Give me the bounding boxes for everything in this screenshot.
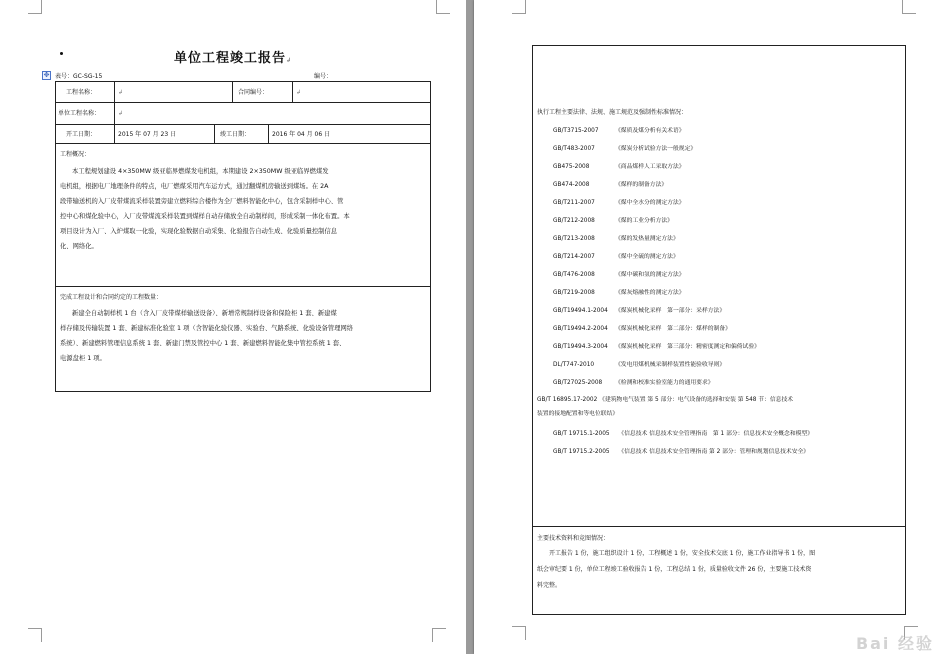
standard-item: GB/T27025-2008 《检测和校准实验室能力的通用要求》 xyxy=(553,380,714,386)
standard-item-long: GB/T 19715.2-2005 《信息技术 信息技术安全管理指南 第 2 部分：管理和规划信息技术安全》 xyxy=(553,449,810,455)
end-date-label: 竣工日期： xyxy=(220,131,251,138)
standard-item: GB/T19494.1-2004 《煤炭机械化采样 第一部分：采样方法》 xyxy=(553,308,726,314)
standard-item: GB474-2008 《煤样的制备方法》 xyxy=(553,182,668,188)
standard-item: GB/T19494.3-2004 《煤炭机械化采样 第三部分：精密度测定和偏倚试验》 xyxy=(553,344,760,350)
serial-number-label: 编号： xyxy=(314,73,333,80)
crop-mark xyxy=(902,0,916,14)
crop-mark xyxy=(28,628,42,642)
crop-mark xyxy=(28,0,42,14)
standard-item: GB/T219-2008 《煤灰熔融性的测定方法》 xyxy=(553,290,685,296)
unit-project-name-value[interactable]: ↲ xyxy=(118,110,124,117)
standard-item-long-cont: 装置的接地配置和等电位联结》 xyxy=(537,411,619,417)
completed-quantity-text[interactable]: 新建全自动制样机 1 台（含入厂皮带煤样输送设备）、新增常规制样设备和保险柜 1 套、新建煤 样存储及传输装置 1 套、新建标准化验室 1 项（含智能化验仪器、实验台、气路系统、化验设备管理网络 系统）、新建燃料管理信息系统 1 套、新建门禁及管控中心 1 套、新建燃料智能化集中管控系统 1 套、 电源盘柜 1 项。 xyxy=(60,310,354,362)
standard-item: GB/T476-2008 《煤中碳和氢的测定方法》 xyxy=(553,272,685,278)
laws-label: 执行工程主要法律、法规、施工规范及强制性标准情况： xyxy=(537,109,688,116)
standard-item: GB/T212-2008 《煤的工业分析方法》 xyxy=(553,218,673,224)
project-name-label: 工程名称： xyxy=(66,89,97,96)
standard-item: GB/T213-2008 《煤的发热量测定方法》 xyxy=(553,236,679,242)
crop-mark xyxy=(432,628,446,642)
standard-item: GB/T19494.2-2004 《煤炭机械化采样 第二部分：煤样的制备》 xyxy=(553,326,731,332)
overview-text[interactable]: 本工程规划建设 4×350MW 级亚临界燃煤发电机组，本期建设 2×350MW 级亚临界燃煤发 电机组，根据电厂地理条件的特点，电厂燃煤采用汽车运方式，通过翻煤机房输送到煤场。在 2A 段带输送机的入厂皮带煤流采样装置旁建立燃料综合楼作为全厂燃料智能化中心，包含采制样中心、管 控中心和煤化验中心，入厂皮带煤流采样装置到煤样自动存储放全自动制样间，形成采制一体化布置。本 项目设计为入厂、入炉煤取一化验，实现化验数据自动采集、化验报告自动生成、化验质量控制信息 化、网络化。 xyxy=(60,168,350,250)
table-move-handle-icon[interactable]: ✥ xyxy=(43,71,50,79)
start-date-value[interactable]: 2015 年 07 月 23 日 xyxy=(118,131,177,138)
contract-no-value[interactable]: ↲ xyxy=(296,89,302,96)
crop-mark xyxy=(512,0,526,14)
watermark-logo: Bai 经验 xyxy=(855,634,934,653)
standard-item: GB/T483-2007 《煤炭分析试验方法一般规定》 xyxy=(553,146,697,152)
page-gap xyxy=(466,0,474,654)
form-number: 表号：GC-SG-15 xyxy=(55,73,103,80)
standard-item: GB/T211-2007 《煤中全水分的测定方法》 xyxy=(553,200,685,206)
contract-no-label: 合同编号： xyxy=(238,89,269,96)
tech-docs-label: 主要技术资料和竞图情况： xyxy=(537,535,610,542)
document-title: 单位工程竣工报告↲ xyxy=(173,51,293,66)
standard-item: DL/T747-2010 《发电用煤机械采制样装置性能验收导则》 xyxy=(553,362,726,368)
project-name-value[interactable]: ↲ xyxy=(118,89,124,96)
standard-item: GB/T3715-2007 《煤质及煤分析有关术语》 xyxy=(553,128,685,134)
unit-project-name-label: 单位工程名称： xyxy=(58,110,101,117)
start-date-label: 开工日期： xyxy=(66,131,97,138)
standard-item: GB/T214-2007 《煤中全硫的测定方法》 xyxy=(553,254,679,260)
completed-quantity-label: 完成工程设计和合同约定的工程数量： xyxy=(60,294,163,301)
crop-mark xyxy=(512,626,526,640)
standard-item-long: GB/T 16895.17-2002 《建筑物电气装置 第 5 部分：电气设备的选择和安装 第 548 节：信息技术 xyxy=(537,397,794,403)
crop-mark xyxy=(436,0,450,14)
end-date-value[interactable]: 2016 年 04 月 06 日 xyxy=(272,131,331,138)
document-page-left xyxy=(0,0,466,654)
tech-docs-text[interactable]: 开工报告 1 份，施工组织设计 1 份，工程概述 1 份，安全技术交底 1 份，施工作业指导书 1 份，图 纸会审纪要 1 份，单位工程竣工验收报告 1 份，工程总结 1 份，质量验收文件 26 份，主要施工技术资 料完整。 xyxy=(537,550,816,589)
standard-item-long: GB/T 19715.1-2005 《信息技术 信息技术安全管理指南 第 1 部分：信息技术安全概念和模型》 xyxy=(553,431,814,437)
standard-item: GB475-2008 《商品煤样人工采取方法》 xyxy=(553,164,685,170)
overview-label: 工程概况： xyxy=(60,151,91,158)
